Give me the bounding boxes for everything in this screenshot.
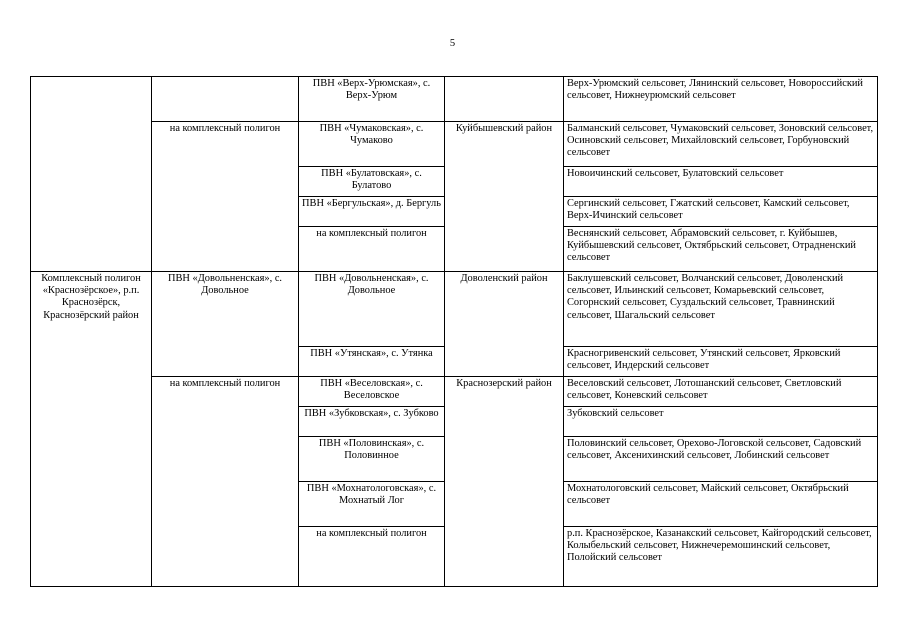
cell-collection-point: ПВН «Довольненская», с. Довольное xyxy=(299,272,445,347)
distribution-table xyxy=(30,76,878,587)
cell-settlements: Веснянский сельсовет, Абрамовский сельсовет, г. Куйбышев, Куйбышевский сельсовет, Октябрьский сельсовет, Отрадненский сельсовет xyxy=(564,227,878,272)
cell-settlements: Половинский сельсовет, Орехово-Логовской сельсовет, Садовский сельсовет, Аксенихинский сельсовет, Лобинский сельсовет xyxy=(564,437,878,482)
cell-collection-point: на комплексный полигон xyxy=(299,527,445,587)
cell-collection-point: ПВН «Мохнатологовская», с. Мохнатый Лог xyxy=(299,482,445,527)
cell-collection-point: ПВН «Зубковская», с. Зубково xyxy=(299,407,445,437)
cell-settlements: Красногривенский сельсовет, Утянский сельсовет, Ярковский сельсовет, Индерский сельсовет xyxy=(564,347,878,377)
cell-settlements: Зубковский сельсовет xyxy=(564,407,878,437)
cell-settlements: р.п. Краснозёрское, Казанакский сельсовет, Кайгородский сельсовет, Колыбельский сельсовет, Нижнечеремошинский сельсовет, Полойский сельсовет xyxy=(564,527,878,587)
cell-collection-point: ПВН «Верх-Урюмская», с. Верх-Урюм xyxy=(299,77,445,122)
cell-collection-point: ПВН «Чумаковская», с. Чумаково xyxy=(299,122,445,167)
table-row xyxy=(31,272,878,347)
cell-transfer-route: на комплексный полигон xyxy=(152,377,299,587)
table-row xyxy=(31,122,878,167)
page-number: 5 xyxy=(449,38,456,49)
cell-transfer-route xyxy=(152,77,299,122)
cell-district: Куйбышевский район xyxy=(445,122,564,272)
cell-settlements: Мохнатологовский сельсовет, Майский сельсовет, Октябрьский сельсовет xyxy=(564,482,878,527)
cell-district: Краснозерский район xyxy=(445,377,564,587)
cell-settlements: Сергинский сельсовет, Гжатский сельсовет, Камский сельсовет, Верх-Ичинский сельсовет xyxy=(564,197,878,227)
cell-transfer-route: на комплексный полигон xyxy=(152,122,299,272)
cell-collection-point: ПВН «Утянская», с. Утянка xyxy=(299,347,445,377)
cell-settlements: Новоичинский сельсовет, Булатовский сельсовет xyxy=(564,167,878,197)
cell-collection-point: ПВН «Булатовская», с. Булатово xyxy=(299,167,445,197)
cell-transfer-route: ПВН «Довольненская», с. Довольное xyxy=(152,272,299,377)
cell-settlements: Веселовский сельсовет, Лотошанский сельсовет, Светловский сельсовет, Коневский сельсовет xyxy=(564,377,878,407)
cell-collection-point: ПВН «Половинская», с. Половинное xyxy=(299,437,445,482)
cell-settlements: Баклушевский сельсовет, Волчанский сельсовет, Доволенский сельсовет, Ильинский сельсовет, Комарьевский сельсовет, Согорнский сельсовет, Суздальский сельсовет, Травнинский сельсовет, Шагальский сельсовет xyxy=(564,272,878,347)
cell-complex-polygon xyxy=(31,77,152,272)
table-row xyxy=(31,377,878,407)
table-row xyxy=(31,77,878,122)
cell-complex-polygon: Комплексный полигон «Краснозёрское», р.п. Краснозёрск, Краснозёрский район xyxy=(31,272,152,587)
cell-district xyxy=(445,77,564,122)
cell-collection-point: ПВН «Бергульская», д. Бергуль xyxy=(299,197,445,227)
cell-district: Доволенский район xyxy=(445,272,564,377)
cell-collection-point: на комплексный полигон xyxy=(299,227,445,272)
cell-collection-point: ПВН «Веселовская», с. Веселовское xyxy=(299,377,445,407)
cell-settlements: Балманский сельсовет, Чумаковский сельсовет, Зоновский сельсовет, Осиновский сельсовет, Михайловский сельсовет, Горбуновский сельсовет xyxy=(564,122,878,167)
cell-settlements: Верх-Урюмский сельсовет, Лянинский сельсовет, Новороссийский сельсовет, Нижнеурюмский сельсовет xyxy=(564,77,878,122)
